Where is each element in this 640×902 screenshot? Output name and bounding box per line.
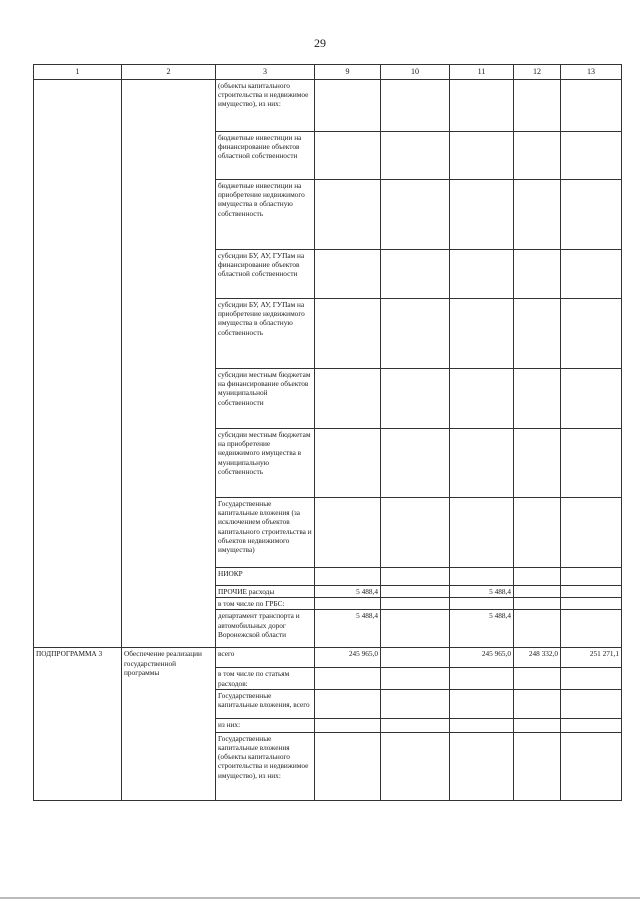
cell-col9 xyxy=(315,132,381,180)
cell-col10 xyxy=(381,132,450,180)
cell-col13 xyxy=(561,429,622,498)
cell-col9: 5 488,4 xyxy=(315,586,381,598)
col-header-10: 10 xyxy=(381,65,450,80)
cell-col9 xyxy=(315,732,381,800)
cell-col11: 245 965,0 xyxy=(450,648,514,668)
cell-col12 xyxy=(514,610,561,648)
cell-col12 xyxy=(514,568,561,586)
cell-col11 xyxy=(450,429,514,498)
cell-col10 xyxy=(381,610,450,648)
row-label: субсидии БУ, АУ, ГУПам на финансирование объектов областной собственности xyxy=(216,250,315,299)
cell-col9 xyxy=(315,369,381,429)
row-label: ПРОЧИЕ расходы xyxy=(216,586,315,598)
cell-col12 xyxy=(514,369,561,429)
table-row xyxy=(34,648,622,668)
cell-col11 xyxy=(450,598,514,610)
cell-col13 xyxy=(561,80,622,132)
row-label: субсидии местным бюджетам на финансирование объектов муниципальной собственности xyxy=(216,369,315,429)
cell-col2-continued xyxy=(122,80,216,648)
row-label: в том числе по статьям расходов: xyxy=(216,668,315,689)
cell-col10 xyxy=(381,718,450,732)
cell-col13 xyxy=(561,718,622,732)
cell-col9: 245 965,0 xyxy=(315,648,381,668)
cell-col11 xyxy=(450,668,514,689)
cell-col10 xyxy=(381,732,450,800)
cell-col11 xyxy=(450,718,514,732)
row-label: в том числе по ГРБС: xyxy=(216,598,315,610)
subprogram-name: Обеспечение реализации государственной программы xyxy=(122,648,216,800)
cell-col13 xyxy=(561,568,622,586)
cell-col12 xyxy=(514,586,561,598)
cell-col12 xyxy=(514,668,561,689)
cell-col9: 5 488,4 xyxy=(315,610,381,648)
cell-col10 xyxy=(381,250,450,299)
cell-col13 xyxy=(561,369,622,429)
cell-col10 xyxy=(381,80,450,132)
row-label: из них: xyxy=(216,718,315,732)
col-header-2: 2 xyxy=(122,65,216,80)
cell-col12: 248 332,0 xyxy=(514,648,561,668)
cell-col9 xyxy=(315,598,381,610)
row-label: НИОКР xyxy=(216,568,315,586)
row-label: всего xyxy=(216,648,315,668)
row-label: бюджетные инвестиции на финансирование объектов областной собственности xyxy=(216,132,315,180)
cell-col9 xyxy=(315,299,381,369)
cell-col9 xyxy=(315,568,381,586)
cell-col12 xyxy=(514,429,561,498)
row-label: (объекты капитального строительства и недвижимое имущество), из них: xyxy=(216,80,315,132)
cell-col10 xyxy=(381,668,450,689)
cell-col11 xyxy=(450,732,514,800)
row-label: бюджетные инвестиции на приобретение недвижимого имущества в областную собственность xyxy=(216,180,315,250)
cell-col10 xyxy=(381,568,450,586)
cell-col13 xyxy=(561,689,622,718)
cell-col9 xyxy=(315,718,381,732)
page-number: 29 xyxy=(314,36,326,50)
cell-col13 xyxy=(561,586,622,598)
cell-col9 xyxy=(315,180,381,250)
cell-col13: 251 271,1 xyxy=(561,648,622,668)
budget-table xyxy=(33,64,622,801)
page-bottom-edge xyxy=(0,897,640,899)
col-header-3: 3 xyxy=(216,65,315,80)
cell-col11: 5 488,4 xyxy=(450,586,514,598)
cell-col13 xyxy=(561,498,622,568)
cell-col12 xyxy=(514,732,561,800)
cell-col11 xyxy=(450,369,514,429)
cell-col11 xyxy=(450,180,514,250)
cell-col10 xyxy=(381,369,450,429)
cell-col11 xyxy=(450,568,514,586)
cell-col9 xyxy=(315,429,381,498)
cell-col12 xyxy=(514,598,561,610)
cell-col11 xyxy=(450,132,514,180)
cell-col13 xyxy=(561,299,622,369)
cell-col12 xyxy=(514,132,561,180)
cell-col10 xyxy=(381,648,450,668)
cell-col13 xyxy=(561,610,622,648)
cell-col10 xyxy=(381,180,450,250)
cell-col12 xyxy=(514,718,561,732)
row-label: Государственные капитальные вложения (за исключением объектов капитального строительства и объектов недвижимого имущества) xyxy=(216,498,315,568)
cell-col9 xyxy=(315,689,381,718)
cell-col13 xyxy=(561,250,622,299)
row-label: Государственные капитальные вложения (объекты капитального строительства и недвижимое имущество), из них: xyxy=(216,732,315,800)
cell-col13 xyxy=(561,668,622,689)
cell-col12 xyxy=(514,299,561,369)
cell-col11 xyxy=(450,80,514,132)
cell-col10 xyxy=(381,598,450,610)
cell-col13 xyxy=(561,732,622,800)
cell-col9 xyxy=(315,668,381,689)
cell-col10 xyxy=(381,429,450,498)
cell-col1-continued xyxy=(34,80,122,648)
cell-col13 xyxy=(561,598,622,610)
col-header-13: 13 xyxy=(561,65,622,80)
cell-col10 xyxy=(381,498,450,568)
row-label: департамент транспорта и автомобильных дорог Воронежской области xyxy=(216,610,315,648)
cell-col9 xyxy=(315,498,381,568)
subprogram-code: ПОДПРОГРАММА 3 xyxy=(34,648,122,800)
table-row xyxy=(34,80,622,132)
cell-col9 xyxy=(315,80,381,132)
col-header-11: 11 xyxy=(450,65,514,80)
row-label: Государственные капитальные вложения, всего xyxy=(216,689,315,718)
cell-col12 xyxy=(514,689,561,718)
cell-col11 xyxy=(450,250,514,299)
cell-col10 xyxy=(381,299,450,369)
cell-col12 xyxy=(514,180,561,250)
cell-col10 xyxy=(381,689,450,718)
col-header-1: 1 xyxy=(34,65,122,80)
row-label: субсидии БУ, АУ, ГУПам на приобретение недвижимого имущества в областную собственность xyxy=(216,299,315,369)
cell-col12 xyxy=(514,250,561,299)
cell-col11 xyxy=(450,498,514,568)
cell-col11 xyxy=(450,689,514,718)
header-row xyxy=(34,65,622,80)
cell-col11 xyxy=(450,299,514,369)
cell-col13 xyxy=(561,132,622,180)
cell-col9 xyxy=(315,250,381,299)
cell-col11: 5 488,4 xyxy=(450,610,514,648)
cell-col13 xyxy=(561,180,622,250)
col-header-12: 12 xyxy=(514,65,561,80)
row-label: субсидии местным бюджетам на приобретение недвижимого имущества в муниципальную собственность xyxy=(216,429,315,498)
cell-col12 xyxy=(514,80,561,132)
cell-col12 xyxy=(514,498,561,568)
col-header-9: 9 xyxy=(315,65,381,80)
cell-col10 xyxy=(381,586,450,598)
